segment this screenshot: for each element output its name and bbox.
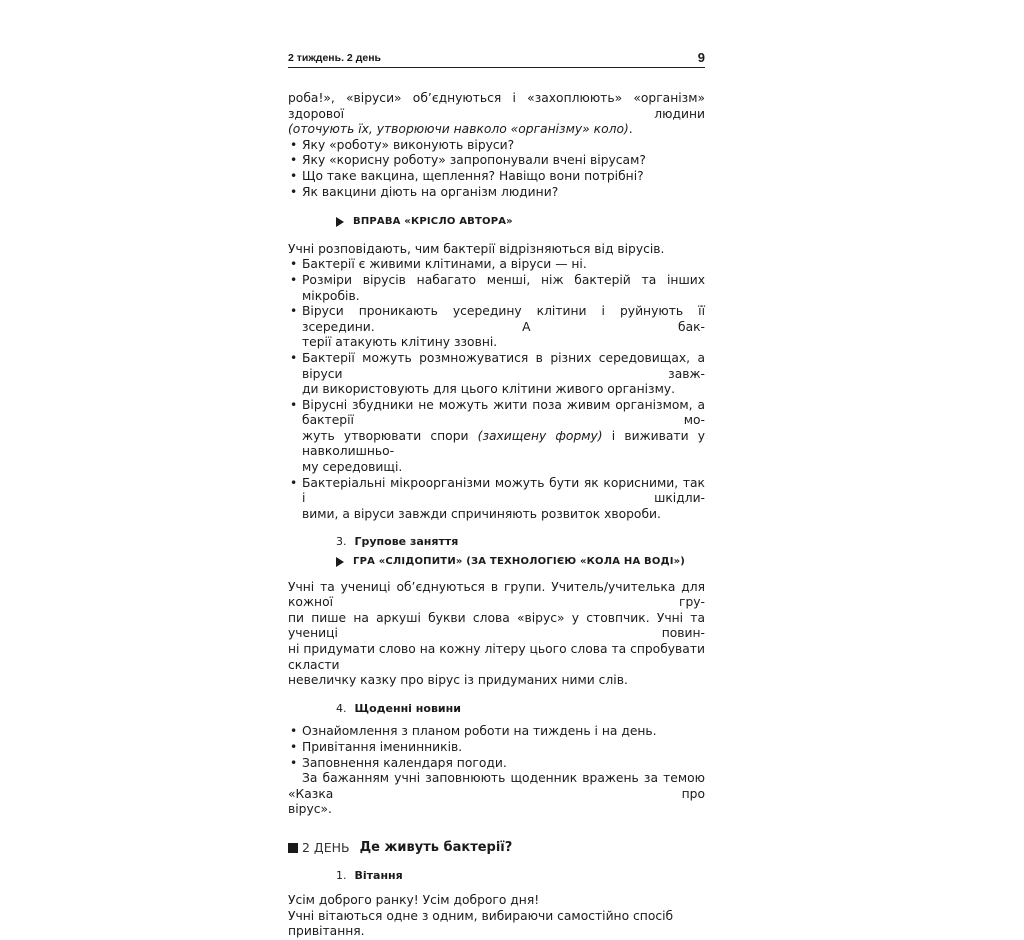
running-header	[288, 50, 705, 68]
section-title: Групове заняття	[354, 535, 459, 549]
list-item: • Ознайомлення з планом роботи на тиждень і на день.	[290, 724, 657, 739]
day-label: 2 ДЕНЬ	[302, 839, 350, 855]
game-text-line-2: пи пише на аркуші букви слова «вірус» у стовпчик. Учні та учениці повин-	[288, 610, 705, 641]
list-item: • Привітання іменинників.	[290, 739, 463, 754]
bacteria-intro: Учні розповідають, чим бактерії відрізняються від вірусів.	[288, 241, 665, 256]
bullet-icon: •	[290, 137, 298, 152]
list-item: • Розміри вірусів набагато менші, ніж бактерій та інших мікробів.	[290, 272, 705, 303]
bullet-icon: •	[290, 755, 298, 770]
game-text-line-1: Учні та учениці об’єднуються в групи. Учитель/учителька для кожної гру-	[288, 579, 705, 610]
bacteria-list	[288, 257, 705, 522]
square-marker-icon	[288, 843, 298, 853]
intro-italic: (оточують їх, утворюючи навколо «організму» коло)	[288, 122, 629, 137]
intro-line-1: роба!», «віруси» об’єднуються і «захоплюють» «організм» здорової людини	[288, 91, 705, 121]
bullet-icon: •	[290, 153, 298, 168]
list-item: • Як вакцини діють на організм людини?	[290, 184, 559, 199]
bullet-icon: •	[290, 168, 298, 183]
book-page	[288, 50, 705, 940]
intro-line-2	[288, 122, 705, 138]
section-4-heading	[336, 701, 705, 717]
list-item: • Яку «роботу» виконують віруси?	[290, 137, 515, 152]
bullet-icon: •	[290, 350, 298, 365]
page-number: 9	[697, 50, 705, 65]
exercise-title: ВПРАВА «КРІСЛО АВТОРА»	[353, 216, 513, 228]
bullet-icon: •	[290, 724, 298, 739]
section-number: 1.	[336, 868, 347, 882]
exercise-heading	[336, 214, 705, 230]
greeting-line-2: Учні вітаються одне з одним, вибираючи самостійно спосіб привітання.	[288, 908, 674, 939]
section-title: Щоденні новини	[354, 701, 461, 715]
bullet-icon: •	[290, 397, 298, 412]
greeting-heading	[336, 868, 705, 884]
section-number: 3.	[336, 535, 347, 549]
triangle-marker-icon	[336, 557, 344, 567]
list-item: • Віруси проникають усередину клітини і руйнують її зсередини. А бак- терії атакують клітину ззовні.	[290, 304, 705, 350]
bullet-icon: •	[290, 739, 298, 754]
diary-line-1: За бажанням учні заповнюють щоденник вражень за темою «Казка про	[288, 771, 705, 801]
section-number: 4.	[336, 701, 347, 715]
bullet-icon: •	[290, 304, 298, 319]
bullet-icon: •	[290, 184, 298, 199]
bullet-icon: •	[290, 257, 298, 272]
header-title: 2 тиждень. 2 день	[288, 52, 381, 64]
bullet-icon: •	[290, 272, 298, 287]
list-item: • Бактерії можуть розмножуватися в різних середовищах, а віруси завж- ди використовують для цього клітини живого організму.	[290, 350, 705, 397]
question-list	[288, 138, 705, 200]
diary-line-2: вірус».	[288, 802, 332, 817]
greeting-line-1: Усім доброго ранку! Усім доброго дня!	[288, 893, 540, 908]
bullet-icon: •	[290, 475, 298, 490]
game-text-line-4: невеличку казку про вірус із придуманих ними слів.	[288, 673, 628, 688]
list-item: • Бактеріальні мікроорганізми можуть бути як корисними, так і шкідли- вими, а віруси завжди спричиняють розвиток хвороби.	[290, 475, 705, 521]
game-title: ГРА «СЛІДОПИТИ» (ЗА ТЕХНОЛОГІЄЮ «КОЛА НА ВОДІ»)	[353, 556, 686, 568]
page-content	[288, 91, 705, 940]
list-item: • Вірусні збудники не можуть жити поза живим організмом, а бактерії мо- жуть утворювати спори (захищену форму) і виживати у навколишньо- му середовищі.	[290, 397, 705, 475]
section-3-heading	[336, 534, 705, 550]
game-text-line-3: ні придумати слово на кожну літеру цього слова та спробувати скласти	[288, 642, 705, 672]
list-item: • Бактерії є живими клітинами, а віруси — ні.	[290, 257, 587, 272]
intro-period: .	[628, 122, 633, 137]
game-heading	[336, 554, 705, 570]
day-heading	[288, 840, 705, 856]
list-item: • Яку «корисну роботу» запропонували вчені вірусам?	[290, 153, 646, 168]
list-item: • Що таке вакцина, щеплення? Навіщо вони потрібні?	[290, 168, 644, 183]
list-item: • Заповнення календаря погоди.	[290, 755, 507, 770]
news-list	[288, 724, 705, 771]
triangle-marker-icon	[336, 217, 344, 227]
day-title: Де живуть бактерії?	[359, 839, 513, 855]
section-title: Вітання	[354, 868, 403, 882]
